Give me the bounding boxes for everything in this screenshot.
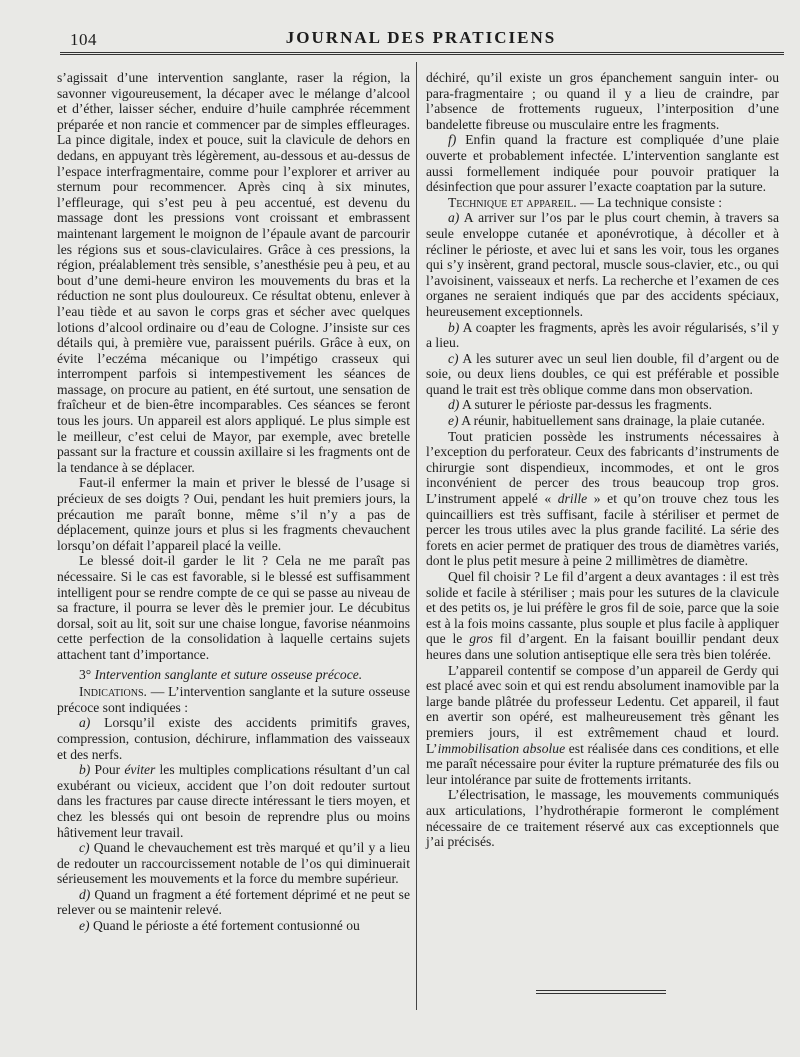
technique-item-b: b) A coapter les fragments, après les avoir régularisés, s’il y a lieu. (426, 319, 779, 351)
indications-intro: Indications. — L’intervention sanglante et la suture osseuse précoce sont indiquées : (57, 684, 410, 715)
indication-item-d: d) Quand un fragment a été fortement déprimé et ne peut se relever ou se maintenir relevé. (57, 886, 410, 918)
right-column (426, 70, 779, 850)
section-heading (57, 667, 410, 683)
paragraph-fil: Quel fil choisir ? Le fil d’argent a deux avantages : il est très solide et facile à stériliser ; mais pour les sutures de la clavicule et des petits os, je lui préfère le gros fil de soie, parce que la soie est à la fois moins cassante, plus souple et plus facile à appliquer que le gros fil d’argent. En la faisant bouillir pendant deux heures dans une solution antiseptique elle sera très bien tolérée. (426, 569, 779, 662)
left-column (57, 70, 410, 934)
paragraph-final: L’électrisation, le massage, les mouvements communiqués aux articulations, l’hydrothérapie formeront le complément nécessaire de ce traitement réservé aux cas exceptionnels que j’ai précisés. (426, 787, 779, 850)
section-number: 3° (79, 666, 92, 682)
page-header (60, 24, 782, 50)
technique-item-e: e) A réunir, habituellement sans drainage, la plaie cutanée. (448, 413, 765, 429)
paragraph-appareil: L’appareil contentif se compose d’un appareil de Gerdy qui est placé avec soin et qui est rendu absolument inamovible par la large bande plâtrée du professeur Ledentu. Cet appareil, il faut en avertir son opéré, est malheureusement très gênant les premiers jours, il est extrêmement chaud et lourd. L’immobilisation absolue est réalisée dans ces conditions, et elle me paraît nécessaire pour éviter la rupture prématurée des fils ou leur intolérance par suite de frottements irritants. (426, 662, 779, 787)
section-title: Intervention sanglante et suture osseuse précoce. (94, 666, 363, 682)
paragraph-massage: s’agissait d’une intervention sanglante, raser la région, la savonner vigoureusement, la décaper avec le mélange d’alcool et d’éther, laisser sécher, enduire d’huile camphrée récemment préparée et non rancie et commencer par de simples effleurages. La pince digitale, index et pouce, suit la clavicule de dehors en dedans, en appuyant très légèrement, au-dessous et au-dessus de l’espace interfragmentaire, comme pour l’explorer et arriver au sternum pour recommencer. Après cinq à six minutes, l’effleurage, qui s’est peu à peu accentué, est devenu du massage dont les pressions vont croissant et embrassent maintenant largement le moignon de l’épaule avant de parcourir les régions sus et sous-claviculaires. Grâce à ces pressions, la région, préalablement très sensible, s’anesthésie peu à peu, et au bout d’une demi-heure environ les mouvements du bras et la réduction ne sont plus douloureux. Ce résultat obtenu, enlever à l’eau tiède et au savon le corps gras et sécher avec quelques lotions d’alcool ordinaire ou d’eau de Cologne. J’insiste sur ces détails qui, à première vue, paraissent puérils. Grâce à eux, on évite l’eczéma mécanique ou l’impétigo crasseux qui interrompent parfois si intempestivement les séances de massage, on procure au patient, en été surtout, une sensation de fraîcheur et de bien-être incomparables. Ces séances se feront tous les jours. Un appareil est alors appliqué. Le plus simple est le meilleur, c’est celui de Mayor, par exemple, avec bretelle passant sur la fracture et coussin axillaire si les fragments ont de la tendance à se déplacer. (57, 70, 410, 475)
technique-item-a: a) A arriver sur l’os par le plus court chemin, à travers sa seule enveloppe cutanée et aponévrotique, à décoller et à récliner le périoste, et avec lui et sans les voir, tous les organes qui s’y insèrent, grand pectoral, muscle sous-clavier, etc., ou qui l’avoisinent, vaisseaux et nerfs. La recherche et l’examen de ces organes ne seraient indiqués que par des accidents spéciaux, heureusement exceptionnels. (426, 210, 779, 319)
technique-label: Technique et appareil. (448, 194, 577, 210)
page-number: 104 (70, 30, 97, 49)
indication-item-f: f) Enfin quand la fracture est compliquée d’une plaie ouverte et probablement infectée. L’intervention sanglante est aussi formellement indiquée pour pouvoir pratiquer la désinfection que pour assurer l’exacte coaptation par la suture. (426, 132, 779, 195)
indication-item-c: c) Quand le chevauchement est très marqué et qu’il y a lieu de redouter un raccourcissement notable de l’os qui diminuerait sérieusement les mouvements et la force du membre supérieur. (57, 840, 410, 887)
indications-label: Indications. (79, 684, 147, 700)
indication-item-e: e) Quand le périoste a été fortement contusionné ou (79, 918, 360, 934)
paragraph-garder-lit: Le blessé doit-il garder le lit ? Cela ne me paraît pas nécessaire. Si le cas est favorable, si le blessé est suffisamment intelligent pour se rendre compte de ce qui se passe au niveau de sa fracture, il pourra se lever dès le premier jour. Le décubitus dorsal, soit au lit, soit sur une chaise longue, favorise néanmoins cette perfection de la consolidation à laquelle certains sujets attachent tant d’importance. (57, 553, 410, 662)
paragraph-instruments: Tout praticien possède les instruments nécessaires à l’exception du perforateur. Ceux des fabricants d’instruments de chirurgie sont dispendieux, incommodes, et ont le gros inconvénient de percer des trous beaucoup trop gros. L’instrument appelé « drille » et qu’on trouve chez tous les quincailliers est très suffisant, facile à stériliser et permet de percer les trous utiles avec la plus grande facilité. La série des forets en acier permet de pratiquer des trous de diamètres variés, dont le plus petit mesure à peine 2 millimètres de diamètre. (426, 428, 779, 569)
technique-item-c: c) A les suturer avec un seul lien double, fil d’argent ou de soie, ou deux liens doubles, ce qui est préférable et possible quand le trait est très oblique comme dans mon observation. (426, 350, 779, 397)
indication-item-a: a) Lorsqu’il existe des accidents primitifs graves, compression, contusion, déchirure, inflammation des vaisseaux et des nerfs. (57, 715, 410, 762)
journal-title: JOURNAL DES PRATICIENS (285, 28, 557, 47)
column-divider (416, 62, 417, 1010)
paragraph-continuation: déchiré, qu’il existe un gros épanchement sanguin inter- ou para-fragmentaire ; ou quand il y a lieu de craindre, par l’absence de frottements rugueux, l’interposition d’une bandelette fibreuse ou musculaire entre les fragments. (426, 70, 779, 132)
technique-intro: Technique et appareil. — La technique consiste : (448, 194, 723, 210)
technique-item-d: d) A suturer le périoste par-dessus les fragments. (448, 397, 712, 413)
paragraph-enfermer-main: Faut-il enfermer la main et priver le blessé de l’usage si précieux de ses doigts ? Oui, pendant les huit premiers jours, la précaution me paraît bonne, même s’il n’y a pas de déplacement, quinze jours et plus si les fragments chevauchent lorsqu’on défait l’appareil placé la veille. (57, 475, 410, 553)
indication-item-b: b) Pour éviter les multiples complications résultant d’un cal exubérant ou vicieux, accident que l’on doit redouter surtout dans les fractures par cause directe intéressant le tiers moyen, et chez les blessés qui ont besoin de reprendre plus ou moins hâtivement leur travail. (57, 762, 410, 840)
end-rule (536, 990, 666, 994)
header-rule (60, 52, 784, 55)
